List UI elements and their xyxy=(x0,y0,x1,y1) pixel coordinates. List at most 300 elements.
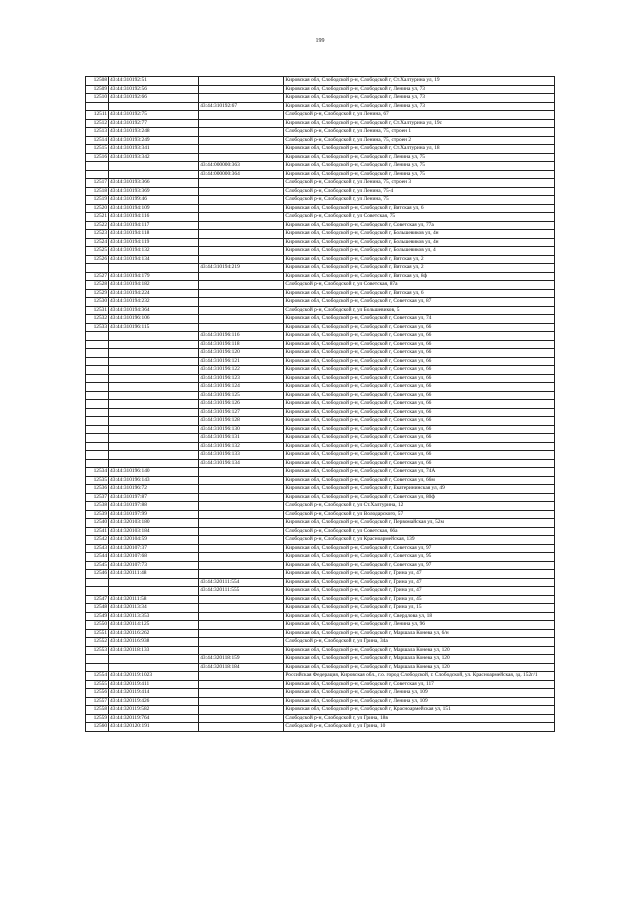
table-row xyxy=(86,697,555,706)
sub-cadastral-number-cell: 43:44:310196:118 xyxy=(199,340,284,349)
cadastral-number-cell: 43:44:320113:34 xyxy=(109,604,199,613)
row-number-cell xyxy=(86,425,109,434)
cadastral-number-cell: 43:44:310194:364 xyxy=(109,306,199,315)
cadastral-number-cell: 43:44:320111:58 xyxy=(109,595,199,604)
sub-cadastral-number-cell xyxy=(199,272,284,281)
cadastral-number-cell xyxy=(109,383,199,392)
address-cell: Кировская обл, Слободской р-н, Слободской г, Советская ул, 77а xyxy=(284,221,555,230)
cadastral-number-cell xyxy=(109,102,199,111)
address-cell: Кировская обл, Слободской р-н, Слободской г, Вятская ул, 2 xyxy=(284,255,555,264)
address-cell: Слободской р-н, Слободской г, ул Грина, 34а xyxy=(284,638,555,647)
address-cell: Кировская обл, Слободской р-н, Слободской г, Советская ул, 66 xyxy=(284,374,555,383)
cadastral-number-cell: 43:44:310193:342 xyxy=(109,153,199,162)
cadastral-table xyxy=(85,76,555,732)
cadastral-number-cell: 43:44:310194:117 xyxy=(109,221,199,230)
row-number-cell: 12524 xyxy=(86,238,109,247)
sub-cadastral-number-cell xyxy=(199,527,284,536)
cadastral-number-cell xyxy=(109,408,199,417)
cadastral-number-cell: 43:44:310193:249 xyxy=(109,136,199,145)
address-cell: Кировская обл, Слободской р-н, Слободской г, Советская ул, 66 xyxy=(284,391,555,400)
table-row xyxy=(86,578,555,587)
table-row xyxy=(86,451,555,460)
cadastral-number-cell: 43:44:320116:938 xyxy=(109,638,199,647)
row-number-cell: 12521 xyxy=(86,213,109,222)
address-cell: Кировская обл, Слободской р-н, Слободской г, Свердлова ул, 18 xyxy=(284,612,555,621)
cadastral-number-cell: 43:44:310194:119 xyxy=(109,238,199,247)
table-row xyxy=(86,213,555,222)
sub-cadastral-number-cell: 43:44:310196:121 xyxy=(199,357,284,366)
cadastral-number-cell: 43:44:320119:426 xyxy=(109,697,199,706)
cadastral-number-cell: 43:44:310197:99 xyxy=(109,510,199,519)
row-number-cell xyxy=(86,383,109,392)
cadastral-number-cell: 43:44:310194:116 xyxy=(109,213,199,222)
table-row xyxy=(86,425,555,434)
cadastral-number-cell: 43:44:310193:369 xyxy=(109,187,199,196)
address-cell: Кировская обл, Слободской р-н, Слободской г, Вятская ул, 8ф xyxy=(284,272,555,281)
row-number-cell xyxy=(86,366,109,375)
row-number-cell xyxy=(86,102,109,111)
cadastral-number-cell: 43:44:310194:109 xyxy=(109,204,199,213)
address-cell: Слободской р-н, Слободской г, ул Ленина, 75 xyxy=(284,196,555,205)
address-cell: Кировская обл, Слободской р-н, Слободской г, Советская ул, 66 xyxy=(284,349,555,358)
address-cell: Кировская обл, Слободской р-н, Слободской г, Ленина ул, 75 xyxy=(284,153,555,162)
sub-cadastral-number-cell: 43:44:310194:219 xyxy=(199,264,284,273)
row-number-cell: 12530 xyxy=(86,298,109,307)
cadastral-number-cell xyxy=(109,357,199,366)
address-cell: Кировская обл, Слободской р-н, Слободской г, Советская ул, 74 xyxy=(284,315,555,324)
address-cell: Слободской р-н, Слободской г, ул Грина, 18в xyxy=(284,714,555,723)
row-number-cell: 12512 xyxy=(86,119,109,128)
cadastral-number-cell: 43:44:310192:56 xyxy=(109,85,199,94)
address-cell: Кировская обл, Слободской р-н, Слободской г, Грина ул, 47 xyxy=(284,578,555,587)
sub-cadastral-number-cell xyxy=(199,136,284,145)
address-cell: Слободской р-н, Слободской г, ул Советская, 66а xyxy=(284,527,555,536)
table-row xyxy=(86,272,555,281)
cadastral-number-cell: 43:44:310194:132 xyxy=(109,247,199,256)
sub-cadastral-number-cell xyxy=(199,672,284,681)
row-number-cell: 12532 xyxy=(86,315,109,324)
cadastral-number-cell: 43:44:310194:134 xyxy=(109,255,199,264)
row-number-cell: 12559 xyxy=(86,714,109,723)
sub-cadastral-number-cell xyxy=(199,213,284,222)
table-row xyxy=(86,179,555,188)
address-cell: Слободской р-н, Слободской г, ул Советская, 75 xyxy=(284,213,555,222)
cadastral-number-cell xyxy=(109,340,199,349)
cadastral-number-cell: 43:44:320107:37 xyxy=(109,544,199,553)
sub-cadastral-number-cell xyxy=(199,196,284,205)
table-row xyxy=(86,723,555,732)
row-number-cell: 12543 xyxy=(86,544,109,553)
address-cell: Кировская обл, Слободской р-н, Слободской г, Большевиков ул, 4н xyxy=(284,238,555,247)
cadastral-number-cell: 43:44:320104:59 xyxy=(109,536,199,545)
row-number-cell: 12542 xyxy=(86,536,109,545)
sub-cadastral-number-cell: 43:44:320111:555 xyxy=(199,587,284,596)
sub-cadastral-number-cell: 43:44:310196:131 xyxy=(199,434,284,443)
row-number-cell: 12554 xyxy=(86,672,109,681)
address-cell: Слободской р-н, Слободской г, ул Володарского, 57 xyxy=(284,510,555,519)
sub-cadastral-number-cell xyxy=(199,510,284,519)
row-number-cell xyxy=(86,332,109,341)
cadastral-number-cell: 43:44:320114:125 xyxy=(109,621,199,630)
cadastral-number-cell xyxy=(109,400,199,409)
address-cell: Кировская обл, Слободской р-н, Слободской г, Советская ул, 74А xyxy=(284,468,555,477)
cadastral-number-cell xyxy=(109,170,199,179)
sub-cadastral-number-cell: 43:44:310196:123 xyxy=(199,374,284,383)
address-cell: Кировская обл, Слободской р-н, Слободской г, Вятская ул, 2 xyxy=(284,264,555,273)
cadastral-number-cell: 43:44:310196:140 xyxy=(109,468,199,477)
cadastral-number-cell: 43:44:320120:191 xyxy=(109,723,199,732)
address-cell: Кировская обл, Слободской р-н, Слободской г, Ст.Халтурина ул, 18 xyxy=(284,145,555,154)
table-row xyxy=(86,357,555,366)
row-number-cell: 12560 xyxy=(86,723,109,732)
cadastral-number-cell: 43:44:320119:582 xyxy=(109,706,199,715)
table-row xyxy=(86,612,555,621)
table-row xyxy=(86,400,555,409)
table-row xyxy=(86,340,555,349)
cadastral-number-cell xyxy=(109,162,199,171)
row-number-cell xyxy=(86,578,109,587)
table-row xyxy=(86,196,555,205)
sub-cadastral-number-cell xyxy=(199,468,284,477)
address-cell: Кировская обл, Слободской р-н, Слободской г, Маршала Конева ул, 120 xyxy=(284,655,555,664)
address-cell: Кировская обл, Слободской р-н, Слободской г, Ленина ул, 73 xyxy=(284,94,555,103)
row-number-cell: 12511 xyxy=(86,111,109,120)
cadastral-number-cell xyxy=(109,663,199,672)
sub-cadastral-number-cell xyxy=(199,485,284,494)
address-cell: Слободской р-н, Слободской г, ул Большевиков, 5 xyxy=(284,306,555,315)
cadastral-number-cell: 43:44:310196:115 xyxy=(109,323,199,332)
table-row xyxy=(86,493,555,502)
table-row xyxy=(86,77,555,86)
row-number-cell xyxy=(86,170,109,179)
address-cell: Кировская обл, Слободской р-н, Слободской г, Советская ул, 80ф xyxy=(284,493,555,502)
sub-cadastral-number-cell xyxy=(199,561,284,570)
table-row xyxy=(86,408,555,417)
sub-cadastral-number-cell xyxy=(199,85,284,94)
address-cell: Кировская обл, Слободской р-н, Слободской г, Первомайская ул, 52м xyxy=(284,519,555,528)
sub-cadastral-number-cell xyxy=(199,179,284,188)
address-cell: Кировская обл, Слободской р-н, Слободской г, Советская ул, 117 xyxy=(284,680,555,689)
sub-cadastral-number-cell: 43:44:310192:67 xyxy=(199,102,284,111)
row-number-cell: 12539 xyxy=(86,510,109,519)
row-number-cell xyxy=(86,663,109,672)
address-cell: Кировская обл, Слободской р-н, Слободской г, Екатерининская ул, 49 xyxy=(284,485,555,494)
address-cell: Кировская обл, Слободской р-н, Слободской г, Красноармейская ул, 151 xyxy=(284,706,555,715)
table-row xyxy=(86,102,555,111)
row-number-cell: 12531 xyxy=(86,306,109,315)
cadastral-number-cell: 43:44:310196:143 xyxy=(109,476,199,485)
row-number-cell: 12549 xyxy=(86,612,109,621)
sub-cadastral-number-cell xyxy=(199,238,284,247)
address-cell: Слободской р-н, Слободской г, ул Ст.Халтурина, 12 xyxy=(284,502,555,511)
sub-cadastral-number-cell: 43:44:320118:184 xyxy=(199,663,284,672)
sub-cadastral-number-cell xyxy=(199,281,284,290)
address-cell: Кировская обл, Слободской р-н, Слободской г, Советская ул, 66 xyxy=(284,323,555,332)
row-number-cell: 12535 xyxy=(86,476,109,485)
address-cell: Кировская обл, Слободской р-н, Слободской г, Большевиков ул, 4н xyxy=(284,230,555,239)
cadastral-number-cell: 43:44:320107:68 xyxy=(109,553,199,562)
row-number-cell xyxy=(86,357,109,366)
sub-cadastral-number-cell xyxy=(199,714,284,723)
address-cell: Кировская обл, Слободской р-н, Слободской г, Ст.Халтурина ул, 19с xyxy=(284,119,555,128)
row-number-cell: 12522 xyxy=(86,221,109,230)
sub-cadastral-number-cell xyxy=(199,595,284,604)
row-number-cell xyxy=(86,400,109,409)
cadastral-number-cell: 43:44:310193:248 xyxy=(109,128,199,137)
address-cell: Кировская обл, Слободской р-н, Слободской г, Советская ул, 66 xyxy=(284,366,555,375)
sub-cadastral-number-cell: 43:44:310196:132 xyxy=(199,442,284,451)
cadastral-number-cell: 43:44:320116:262 xyxy=(109,629,199,638)
address-cell: Кировская обл, Слободской р-н, Слободской г, Советская ул, 66 xyxy=(284,434,555,443)
address-cell: Кировская обл, Слободской р-н, Слободской г, Маршала Конева ул, 6/н xyxy=(284,629,555,638)
row-number-cell: 12529 xyxy=(86,289,109,298)
cadastral-number-cell xyxy=(109,451,199,460)
address-cell: Кировская обл, Слободской р-н, Слободской г, Грина ул, 15 xyxy=(284,604,555,613)
address-cell: Кировская обл, Слободской р-н, Слободской г, Ст.Халтурина ул, 19 xyxy=(284,77,555,86)
row-number-cell xyxy=(86,655,109,664)
table-row xyxy=(86,587,555,596)
table-row xyxy=(86,544,555,553)
table-row xyxy=(86,519,555,528)
table-row xyxy=(86,706,555,715)
sub-cadastral-number-cell: 43:44:310196:126 xyxy=(199,400,284,409)
sub-cadastral-number-cell: 43:44:310196:125 xyxy=(199,391,284,400)
cadastral-number-cell xyxy=(109,434,199,443)
sub-cadastral-number-cell xyxy=(199,315,284,324)
table-row xyxy=(86,510,555,519)
address-cell: Слободской р-н, Слободской г, ул Советская, 87а xyxy=(284,281,555,290)
row-number-cell: 12526 xyxy=(86,255,109,264)
address-cell: Кировская обл, Слободской р-н, Слободской г, Ленина ул, 73 xyxy=(284,102,555,111)
address-cell: Слободской р-н, Слободской г, ул Красноармейская, 139 xyxy=(284,536,555,545)
sub-cadastral-number-cell: 43:44:320118:159 xyxy=(199,655,284,664)
cadastral-table-body xyxy=(86,77,555,732)
sub-cadastral-number-cell xyxy=(199,723,284,732)
row-number-cell xyxy=(86,408,109,417)
table-row xyxy=(86,247,555,256)
table-row xyxy=(86,136,555,145)
row-number-cell: 12556 xyxy=(86,689,109,698)
cadastral-number-cell xyxy=(109,374,199,383)
cadastral-number-cell: 43:44:310199:46 xyxy=(109,196,199,205)
row-number-cell: 12514 xyxy=(86,136,109,145)
address-cell: Кировская обл, Слободской р-н, Слободской г, Советская ул, 97 xyxy=(284,544,555,553)
address-cell: Кировская обл, Слободской р-н, Слободской г, Грина ул, 47 xyxy=(284,587,555,596)
cadastral-number-cell xyxy=(109,264,199,273)
row-number-cell: 12552 xyxy=(86,638,109,647)
sub-cadastral-number-cell xyxy=(199,697,284,706)
sub-cadastral-number-cell xyxy=(199,204,284,213)
table-row xyxy=(86,468,555,477)
sub-cadastral-number-cell xyxy=(199,604,284,613)
address-cell: Кировская обл, Слободской р-н, Слободской г, Грина ул, 45 xyxy=(284,595,555,604)
row-number-cell xyxy=(86,451,109,460)
cadastral-number-cell: 43:44:320119:764 xyxy=(109,714,199,723)
sub-cadastral-number-cell xyxy=(199,323,284,332)
cadastral-number-cell: 43:44:310197:87 xyxy=(109,493,199,502)
sub-cadastral-number-cell xyxy=(199,680,284,689)
row-number-cell: 12536 xyxy=(86,485,109,494)
address-cell: Кировская обл, Слободской р-н, Слободской г, Советская ул, 66 xyxy=(284,442,555,451)
address-cell: Кировская обл, Слободской р-н, Слободской г, Советская ул, 66 xyxy=(284,357,555,366)
sub-cadastral-number-cell: 43:44:000000:363 xyxy=(199,162,284,171)
address-cell: Кировская обл, Слободской р-н, Слободской г, Советская ул, 66 xyxy=(284,340,555,349)
table-row xyxy=(86,306,555,315)
address-cell: Кировская обл, Слободской р-н, Слободской г, Вятская ул, 6 xyxy=(284,204,555,213)
address-cell: Кировская обл, Слободской р-н, Слободской г, Ленина ул, 96 xyxy=(284,621,555,630)
cadastral-number-cell: 43:44:320119:1023 xyxy=(109,672,199,681)
cadastral-number-cell xyxy=(109,366,199,375)
cadastral-number-cell: 43:44:320107:73 xyxy=(109,561,199,570)
cadastral-number-cell xyxy=(109,391,199,400)
row-number-cell: 12527 xyxy=(86,272,109,281)
address-cell: Слободской р-н, Слободской г, ул Грина, 10 xyxy=(284,723,555,732)
address-cell: Слободской р-н, Слободской г, ул Ленина, 67 xyxy=(284,111,555,120)
table-row xyxy=(86,621,555,630)
sub-cadastral-number-cell xyxy=(199,553,284,562)
address-cell: Кировская обл, Слободской р-н, Слободской г, Маршала Конева ул, 120 xyxy=(284,663,555,672)
row-number-cell: 12548 xyxy=(86,604,109,613)
table-row xyxy=(86,264,555,273)
row-number-cell xyxy=(86,587,109,596)
address-cell: Кировская обл, Слободской р-н, Слободской г, Ленина ул, 109 xyxy=(284,697,555,706)
address-cell: Кировская обл, Слободской р-н, Слободской г, Советская ул, 66м xyxy=(284,476,555,485)
cadastral-number-cell: 43:44:320118:133 xyxy=(109,646,199,655)
row-number-cell: 12550 xyxy=(86,621,109,630)
table-row xyxy=(86,170,555,179)
row-number-cell: 12509 xyxy=(86,85,109,94)
page-number: 199 xyxy=(315,38,325,44)
sub-cadastral-number-cell xyxy=(199,153,284,162)
table-row xyxy=(86,595,555,604)
row-number-cell: 12523 xyxy=(86,230,109,239)
row-number-cell xyxy=(86,162,109,171)
row-number-cell: 12519 xyxy=(86,196,109,205)
cadastral-number-cell: 43:44:320103:180 xyxy=(109,519,199,528)
row-number-cell: 12545 xyxy=(86,561,109,570)
sub-cadastral-number-cell xyxy=(199,247,284,256)
cadastral-number-cell: 43:44:310193:341 xyxy=(109,145,199,154)
row-number-cell: 12540 xyxy=(86,519,109,528)
table-row xyxy=(86,663,555,672)
table-row xyxy=(86,374,555,383)
row-number-cell: 12544 xyxy=(86,553,109,562)
sub-cadastral-number-cell xyxy=(199,621,284,630)
sub-cadastral-number-cell: 43:44:310196:116 xyxy=(199,332,284,341)
sub-cadastral-number-cell xyxy=(199,77,284,86)
address-cell: Кировская обл, Слободской р-н, Слободской г, Советская ул, 87 xyxy=(284,298,555,307)
cadastral-number-cell: 43:44:310194:182 xyxy=(109,281,199,290)
table-row xyxy=(86,366,555,375)
sub-cadastral-number-cell xyxy=(199,255,284,264)
cadastral-number-cell xyxy=(109,442,199,451)
row-number-cell: 12538 xyxy=(86,502,109,511)
cadastral-number-cell xyxy=(109,332,199,341)
sub-cadastral-number-cell xyxy=(199,646,284,655)
row-number-cell: 12510 xyxy=(86,94,109,103)
address-cell: Российская Федерация, Кировская обл., г.о. город Слободской, г. Слободской, ул. Красноармейская, зд. 152г/1 xyxy=(284,672,555,681)
cadastral-number-cell: 43:44:310192:66 xyxy=(109,94,199,103)
address-cell: Кировская обл, Слободской р-н, Слободской г, Советская ул, 66 xyxy=(284,408,555,417)
table-row xyxy=(86,281,555,290)
sub-cadastral-number-cell: 43:44:000000:364 xyxy=(199,170,284,179)
row-number-cell xyxy=(86,442,109,451)
cadastral-number-cell xyxy=(109,587,199,596)
table-row xyxy=(86,238,555,247)
sub-cadastral-number-cell xyxy=(199,519,284,528)
sub-cadastral-number-cell xyxy=(199,629,284,638)
sub-cadastral-number-cell: 43:44:310196:134 xyxy=(199,459,284,468)
row-number-cell: 12541 xyxy=(86,527,109,536)
table-row xyxy=(86,476,555,485)
row-number-cell xyxy=(86,340,109,349)
table-row xyxy=(86,638,555,647)
cadastral-number-cell: 43:44:310196:106 xyxy=(109,315,199,324)
table-row xyxy=(86,485,555,494)
sub-cadastral-number-cell xyxy=(199,128,284,137)
table-row xyxy=(86,111,555,120)
row-number-cell: 12546 xyxy=(86,570,109,579)
sub-cadastral-number-cell xyxy=(199,612,284,621)
row-number-cell: 12537 xyxy=(86,493,109,502)
table-row xyxy=(86,323,555,332)
cadastral-number-cell: 43:44:320111:48 xyxy=(109,570,199,579)
table-row xyxy=(86,315,555,324)
cadastral-number-cell: 43:44:310192:51 xyxy=(109,77,199,86)
row-number-cell: 12555 xyxy=(86,680,109,689)
table-row xyxy=(86,680,555,689)
cadastral-number-cell: 43:44:320119:414 xyxy=(109,689,199,698)
sub-cadastral-number-cell: 43:44:320111:554 xyxy=(199,578,284,587)
sub-cadastral-number-cell xyxy=(199,119,284,128)
sub-cadastral-number-cell xyxy=(199,536,284,545)
table-row xyxy=(86,391,555,400)
row-number-cell: 12513 xyxy=(86,128,109,137)
table-row xyxy=(86,434,555,443)
row-number-cell xyxy=(86,391,109,400)
cadastral-number-cell: 43:44:320119:411 xyxy=(109,680,199,689)
address-cell: Слободской р-н, Слободской г, ул Ленина, 75, строен 1 xyxy=(284,128,555,137)
table-row xyxy=(86,383,555,392)
row-number-cell: 12551 xyxy=(86,629,109,638)
sub-cadastral-number-cell xyxy=(199,221,284,230)
row-number-cell xyxy=(86,349,109,358)
address-cell: Кировская обл, Слободской р-н, Слободской г, Ленина ул, 75 xyxy=(284,162,555,171)
table-row xyxy=(86,187,555,196)
row-number-cell xyxy=(86,374,109,383)
row-number-cell: 12547 xyxy=(86,595,109,604)
table-row xyxy=(86,561,555,570)
sub-cadastral-number-cell xyxy=(199,306,284,315)
sub-cadastral-number-cell xyxy=(199,689,284,698)
row-number-cell: 12517 xyxy=(86,179,109,188)
row-number-cell xyxy=(86,264,109,273)
address-cell: Кировская обл, Слободской р-н, Слободской г, Советская ул, 97 xyxy=(284,561,555,570)
address-cell: Кировская обл, Слободской р-н, Слободской г, Советская ул, 66 xyxy=(284,383,555,392)
table-row xyxy=(86,162,555,171)
cadastral-number-cell xyxy=(109,425,199,434)
cadastral-number-cell xyxy=(109,578,199,587)
row-number-cell: 12518 xyxy=(86,187,109,196)
sub-cadastral-number-cell xyxy=(199,476,284,485)
table-row xyxy=(86,629,555,638)
sub-cadastral-number-cell xyxy=(199,544,284,553)
sub-cadastral-number-cell xyxy=(199,230,284,239)
cadastral-number-cell: 43:44:310192:75 xyxy=(109,111,199,120)
cadastral-number-cell: 43:44:320103:184 xyxy=(109,527,199,536)
cadastral-number-cell: 43:44:310197:88 xyxy=(109,502,199,511)
table-row xyxy=(86,536,555,545)
